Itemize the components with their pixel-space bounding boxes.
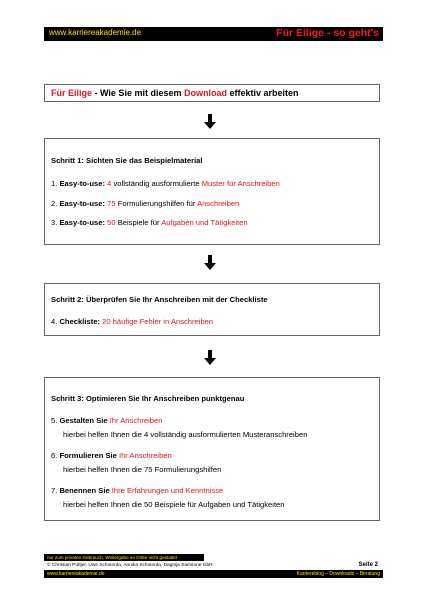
down-arrow-icon	[203, 114, 217, 130]
header-title: Für Eilige - so geht's	[276, 27, 379, 39]
step1-heading: Schritt 1: Sichten Sie das Beispielmaterial	[51, 156, 203, 165]
item-count: 50	[105, 218, 116, 227]
item-label: Benennen Sie	[59, 486, 110, 495]
item-number: 4.	[51, 317, 60, 326]
step3-item-7	[51, 486, 223, 495]
step1-item-1	[51, 179, 280, 188]
step3-item-7-sub: hierbei helfen Ihnen die 50 Beispiele für Aufgaben und Tätigkeiten	[63, 500, 285, 509]
step3-box	[44, 377, 380, 521]
item-number: 7.	[51, 486, 60, 495]
item-number: 2.	[51, 199, 60, 208]
item-highlight: Ihr Anschreiben	[116, 451, 172, 460]
item-highlight: Aufgaben und Tätigkeiten	[161, 218, 248, 227]
item-count: 75	[105, 199, 116, 208]
footer-bar	[44, 571, 383, 578]
item-text: vollständig ausformulierte	[111, 179, 202, 188]
item-label: Gestalten Sie	[59, 416, 108, 425]
item-highlight: Ihre Erfahrungen und Kenntnisse	[109, 486, 224, 495]
step3-item-6	[51, 451, 172, 460]
down-arrow-icon	[203, 255, 217, 271]
title-part4: effektiv arbeiten	[226, 88, 299, 98]
item-highlight: Anschreiben	[197, 199, 240, 208]
item-label: Easy-to-use:	[59, 179, 106, 188]
footer-category: Karriereblog – Downloads – Beratung	[296, 571, 380, 577]
item-label: Checkliste:	[59, 317, 100, 326]
down-arrow-icon	[203, 350, 217, 366]
item-number: 5.	[51, 416, 60, 425]
step3-heading: Schritt 3: Optimieren Sie Ihr Anschreiben punktgenau	[51, 394, 245, 403]
item-text: Beispiele für	[115, 218, 162, 227]
item-number: 1.	[51, 179, 60, 188]
title-part3: Download	[183, 88, 227, 98]
step3-item-6-sub: hierbei helfen Ihnen die 75 Formulierungshilfen	[63, 465, 222, 474]
item-count: 4	[105, 179, 112, 188]
item-number: 3.	[51, 218, 60, 227]
item-number: 6.	[51, 451, 60, 460]
item-highlight: Muster für Anschreiben	[201, 179, 280, 188]
header-site[interactable]: www.karriereakademie.de	[49, 28, 142, 37]
item-highlight: 20 häufige Fehler in Anschreiben	[99, 317, 214, 326]
step2-heading: Schritt 2: Überprüfen Sie Ihr Anschreiben mit der Checkliste	[51, 295, 268, 304]
step2-item-4	[51, 317, 213, 326]
step3-item-5-sub: hierbei helfen Ihnen die 4 vollständig ausformulierten Musteranschreiben	[63, 430, 308, 439]
footer-site[interactable]: www.karriereakademie.de	[47, 571, 105, 577]
item-label: Formulieren Sie	[59, 451, 117, 460]
title-part2: - Wie Sie mit diesem	[92, 88, 184, 98]
step2-box	[44, 283, 380, 336]
step1-box	[44, 138, 380, 245]
footer-note: nur zum privaten Gebrauch, Weitergabe an Dritte nicht gestattet	[44, 554, 204, 561]
item-label: Easy-to-use:	[59, 218, 106, 227]
header-bar	[44, 27, 383, 41]
item-text: Formulierungshilfen für	[115, 199, 198, 208]
step1-item-3	[51, 218, 248, 227]
title-box	[44, 84, 380, 102]
step3-item-5	[51, 416, 162, 425]
footer-copyright: © Christian Püttjer, Uwe Schnierda, Annika Schnierda, Dagnija Samsone GbR	[47, 563, 213, 568]
page-number: Seite 2	[358, 562, 378, 568]
step1-item-2	[51, 199, 239, 208]
title-part1: Für Eilige	[51, 88, 93, 98]
item-label: Easy-to-use:	[59, 199, 106, 208]
item-highlight: Ihr Anschreiben	[107, 416, 163, 425]
